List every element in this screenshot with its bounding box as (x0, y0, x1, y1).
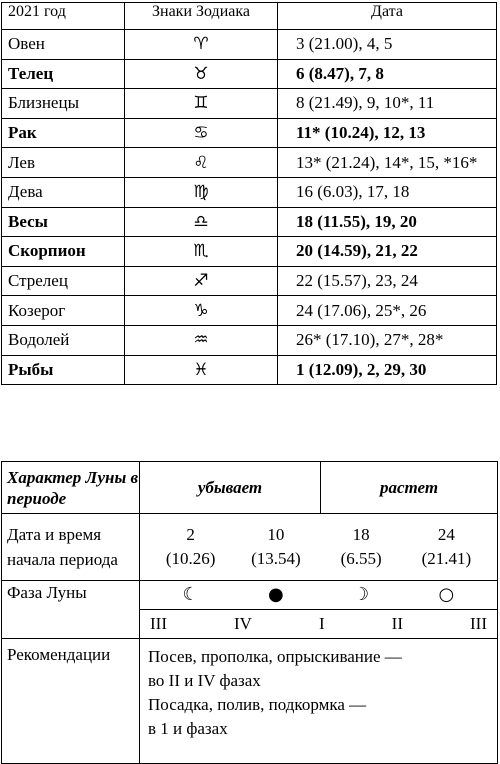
full-moon-icon: ○ (438, 584, 455, 605)
moon-waning-label: убывает (140, 462, 321, 514)
period-day: 18 (352, 525, 370, 544)
zodiac-row (2, 118, 497, 148)
scorpio-icon: ♏ (125, 237, 278, 267)
gemini-icon: ♊ (125, 89, 278, 119)
sign-dates: 3 (21.00), 4, 5 (278, 30, 497, 60)
sign-dates: 22 (15.57), 23, 24 (278, 266, 497, 296)
recommendations-label: Рекомендации (2, 639, 140, 764)
sign-dates: 1 (12.09), 2, 29, 30 (278, 355, 497, 385)
zodiac-row (2, 148, 497, 178)
header-signs: Знаки Зодиака (125, 3, 278, 30)
sign-name: Козерог (2, 296, 125, 326)
zodiac-row (2, 237, 497, 267)
waxing-crescent-icon: ☽ (353, 584, 370, 605)
sign-name: Дева (2, 177, 125, 207)
moon-phase-row (2, 581, 498, 610)
roman-phase: III (150, 614, 167, 633)
sign-name: Рак (2, 118, 125, 148)
sign-name: Рыбы (2, 355, 125, 385)
sign-name: Стрелец (2, 266, 125, 296)
moon-phase-label: Фаза Луны (2, 581, 140, 639)
pisces-icon: ♓ (125, 355, 278, 385)
moon-table (1, 461, 498, 764)
leo-icon: ♌ (125, 148, 278, 178)
zodiac-header-row (2, 3, 497, 30)
period-day: 10 (267, 525, 285, 544)
zodiac-row (2, 207, 497, 237)
sign-dates: 8 (21.49), 9, 10*, 11 (278, 89, 497, 119)
zodiac-row (2, 177, 497, 207)
period-day: 24 (437, 525, 455, 544)
roman-phase: III (470, 614, 487, 633)
sagittarius-icon: ♐ (125, 266, 278, 296)
taurus-icon: ♉ (125, 59, 278, 89)
sign-name: Овен (2, 30, 125, 60)
zodiac-row (2, 296, 497, 326)
capricorn-icon: ♑ (125, 296, 278, 326)
roman-phase: I (318, 614, 325, 633)
header-year: 2021 год (2, 3, 125, 30)
libra-icon: ♎ (125, 207, 278, 237)
sign-dates: 18 (11.55), 19, 20 (278, 207, 497, 237)
sign-dates: 13* (21.24), 14*, 15, *16* (278, 148, 497, 178)
period-dates-grid (140, 523, 497, 571)
period-cell (319, 523, 404, 571)
recommendations-text (140, 639, 497, 741)
sign-dates: 24 (17.06), 25*, 26 (278, 296, 497, 326)
sign-dates: 6 (8.47), 7, 8 (278, 59, 497, 89)
sign-name: Лев (2, 148, 125, 178)
period-cell (148, 523, 233, 571)
zodiac-row (2, 59, 497, 89)
roman-phase: IV (234, 614, 252, 633)
new-moon-icon: ● (268, 584, 284, 605)
moon-header-row (2, 462, 498, 514)
roman-phase: II (391, 614, 403, 633)
period-time: (13.54) (251, 549, 301, 568)
sign-name: Водолей (2, 325, 125, 355)
sign-name: Телец (2, 59, 125, 89)
sign-dates: 11* (10.24), 12, 13 (278, 118, 497, 148)
aquarius-icon: ♒ (125, 325, 278, 355)
zodiac-table (1, 2, 497, 385)
aries-icon: ♈ (125, 30, 278, 60)
sign-dates: 16 (6.03), 17, 18 (278, 177, 497, 207)
zodiac-row (2, 89, 497, 119)
zodiac-row (2, 325, 497, 355)
zodiac-row (2, 30, 497, 60)
recommendation-line: Посев, прополка, опрыскивание — (148, 647, 402, 666)
period-time: (6.55) (340, 549, 382, 568)
period-cell (233, 523, 318, 571)
recommendation-line: в 1 и фазах (148, 719, 228, 738)
period-time: (21.41) (421, 549, 472, 568)
recommendation-line: Посадка, полив, подкормка — (148, 695, 367, 714)
moon-waxing-label: растет (321, 462, 498, 514)
moon-phase-grid (140, 583, 497, 607)
recommendation-line: во II и IV фазах (148, 671, 261, 690)
period-dates-label: Дата и время начала периода (2, 514, 140, 581)
period-time: (10.26) (165, 549, 216, 568)
period-day: 2 (186, 525, 195, 544)
moon-character-label: Характер Луны в периоде (2, 462, 140, 514)
sign-name: Скорпион (2, 237, 125, 267)
sign-dates: 26* (17.10), 27*, 28* (278, 325, 497, 355)
header-date: Дата (278, 3, 497, 30)
virgo-icon: ♍ (125, 177, 278, 207)
cancer-icon: ♋ (125, 118, 278, 148)
period-dates-row (2, 514, 498, 581)
period-cell (404, 523, 489, 571)
sign-name: Близнецы (2, 89, 125, 119)
sign-dates: 20 (14.59), 21, 22 (278, 237, 497, 267)
zodiac-row (2, 266, 497, 296)
roman-phase-grid (140, 614, 497, 634)
zodiac-row (2, 355, 497, 385)
waning-crescent-icon: ☾ (182, 584, 199, 605)
sign-name: Весы (2, 207, 125, 237)
